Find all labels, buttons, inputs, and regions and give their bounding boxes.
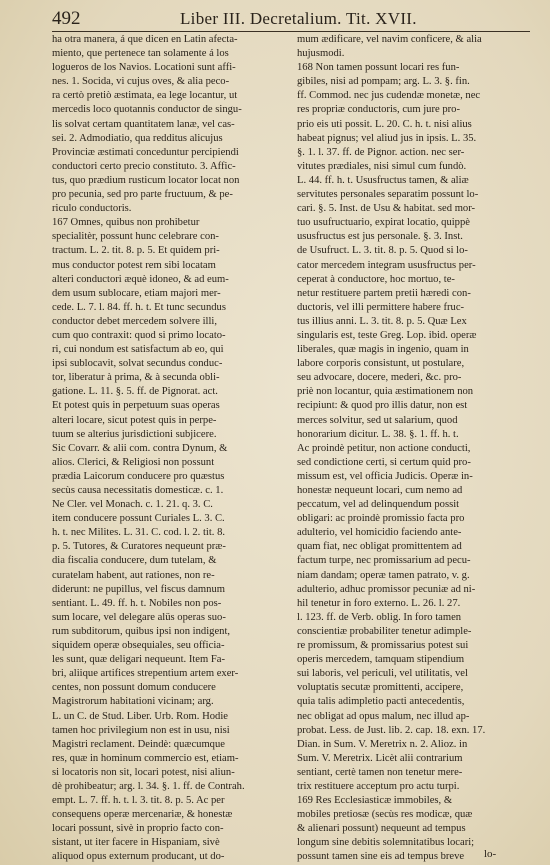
text-line: L. un C. de Stud. Liber. Urb. Rom. Hodie xyxy=(52,710,228,722)
text-line: logueros de los Navios. Locationi sunt affi- xyxy=(52,62,236,74)
text-line: sui laboris, vel periculi, vel utilitatis, vel xyxy=(297,668,468,680)
text-line: recipiunt: & quod pro illis datur, non est xyxy=(297,400,468,412)
text-line: tamen hoc privilegium non est in usu, nisi xyxy=(52,724,230,736)
text-line: honorarium dicitur. L. 38. §. 1. ff. h. t. xyxy=(297,428,459,440)
text-line: singularis est, teste Greg. Lop. ibid. operæ xyxy=(297,329,477,341)
text-line: L. 44. ff. h. t. Ususfructus tamen, & aliæ xyxy=(297,174,469,186)
text-line: vitutes prædiales, nisi simul cum fundò. xyxy=(297,160,467,172)
text-line: liberales, quæ magis in ingenio, quam in xyxy=(297,344,469,356)
text-line: ha otra manera, á que dicen en Latin afecta- xyxy=(52,34,238,45)
text-line: longum sine debitis solemnitatibus locari; xyxy=(297,837,475,849)
left-text-column xyxy=(52,33,286,865)
text-line: ductoris, vel illi permittere habere fruc- xyxy=(297,301,465,313)
text-line: cum quo contraxit: quod si primo locato- xyxy=(52,329,226,341)
text-line: p. 5. Tutores, & Curatores nequeunt præ- xyxy=(52,541,226,553)
text-line: & alienari possunt) nequeunt ad tempus xyxy=(297,823,466,835)
text-line: diderunt: ne pupillus, vel fiscus damnum xyxy=(52,583,226,595)
text-line: alteri conductori æquè idoneo, & ad eum- xyxy=(52,273,229,285)
text-line: tor, liberatur à prima, & à secunda obli- xyxy=(52,372,220,384)
text-line: dia fiscalia conducere, dum tutelam, & xyxy=(52,555,217,567)
text-line: gatione. L. 11. §. 5. ff. de Pignorat. act. xyxy=(52,386,218,398)
text-line: bri, aliique artifices strepentium artem exer- xyxy=(52,668,239,680)
text-line: conductor debet mercedem solvere illi, xyxy=(52,315,218,327)
text-line: cede. L. 7. l. 84. ff. h. t. Et tunc secundus xyxy=(52,301,226,313)
text-line: possunt tamen sine eis ad tempus breve xyxy=(297,851,465,863)
right-text-column xyxy=(297,33,531,865)
text-line: res, quæ in hominum commercio est, etiam- xyxy=(52,752,239,764)
text-line: priè non locantur, quia æstimationem non xyxy=(297,386,474,398)
text-line: ri, cui nondum est satisfactum ab eo, qui xyxy=(52,344,224,356)
text-line: mobiles pretiosæ (secùs res modicæ, quæ xyxy=(297,809,473,821)
text-line: consequens operæ mercenariæ, & honestæ xyxy=(52,809,233,821)
text-line: seu advocare, docere, mederi, &c. pro- xyxy=(297,372,462,384)
text-line: hujusmodi. xyxy=(297,48,345,60)
text-line: operis mercedem, tamquam stipendium xyxy=(297,654,465,666)
text-line: tuum se alterius jurisdictioni subjicere. xyxy=(52,428,217,440)
text-line: de Usufruct. L. 3. tit. 8. p. 5. Quod si lo- xyxy=(297,245,468,257)
text-line: lis solvat certam quantitatem lanæ, vel cas- xyxy=(52,118,235,130)
text-line: alteri locare, sicut potest quis in perpe- xyxy=(52,414,217,426)
text-line: tuo usufructuario, expirat locatio, quippè xyxy=(297,217,470,229)
text-line: servitutes personales separatim possunt lo- xyxy=(297,189,479,201)
text-line: empt. L. 7. ff. h. t. l. 3. tit. 8. p. 5. Ac per xyxy=(52,795,225,807)
text-line: 167 Omnes, quibus non prohibetur xyxy=(52,217,200,229)
text-line: voluptatis secutæ promittenti, accipere, xyxy=(297,682,464,694)
text-line: sei. 2. Admodiatio, qua redditus alicujus xyxy=(52,132,223,144)
text-line: obligari: ac proindè promissio facta pro xyxy=(297,513,465,525)
text-line: res propriæ conductoris, cum jure pro- xyxy=(297,104,460,116)
text-line: Sic Covarr. & alii com. contra Dynum, & xyxy=(52,442,228,454)
text-line: h. t. nec Milites. L. 31. C. cod. l. 2. tit. 8. xyxy=(52,527,226,539)
text-line: siquidem operæ obsequiales, seu officia- xyxy=(52,640,225,652)
text-line: probat. Less. de Just. lib. 2. cap. 18. exn. 17. xyxy=(297,724,486,736)
text-line: 168 Non tamen possunt locari res fun- xyxy=(297,62,460,74)
page-header xyxy=(52,8,530,32)
text-line: adulterio, vel homicidio faciendo ante- xyxy=(297,527,462,539)
text-line: factum turpe, nec promissarium ad pecu- xyxy=(297,555,471,567)
text-line: l. 123. ff. de Verb. oblig. In foro tamen xyxy=(297,611,462,623)
page-number: 492 xyxy=(52,8,81,29)
text-line: peccatum, vel ad delinquendum possit xyxy=(297,499,460,511)
text-line: Ac proindè petitur, non actione conducti, xyxy=(297,442,471,454)
text-line: tractum. L. 2. tit. 8. p. 5. Et quidem pri- xyxy=(52,245,220,257)
text-line: Et potest quis in perpetuum suas operas xyxy=(52,400,220,412)
text-line: ceperat à conductore, hoc mortuo, te- xyxy=(297,273,455,285)
text-line: adulterio, adhuc promissor pecuniæ ad ni- xyxy=(297,583,476,595)
text-line: Magistrorum habitationi vicinam; arg. xyxy=(52,696,214,708)
text-line: Provinciæ æstimati conceduntur percipiendi xyxy=(52,146,239,158)
text-line: cari. §. 5. Inst. de Usu & habitat. sed mor- xyxy=(297,203,476,215)
text-line: sistant, ut iter facere in Hispaniam, sivè xyxy=(52,837,220,849)
text-line: ususfructus est jus personale. §. 3. Inst. xyxy=(297,231,463,243)
text-line: miento, que pertenece tan solamente á los xyxy=(52,48,229,60)
text-line: mum ædificare, vel navim conficere, & alia xyxy=(297,34,482,45)
text-line: Dian. in Sum. V. Meretrix n. 2. Alioz. in xyxy=(297,738,468,750)
text-line: tus illius anni. L. 3. tit. 8. p. 5. Quæ Lex xyxy=(297,315,467,327)
text-line: centes, non possunt domum conducere xyxy=(52,682,216,694)
text-line: hil tenetur in foro externo. L. 26. l. 27. xyxy=(297,597,461,609)
text-line: labore corporis consistunt, ut postulare, xyxy=(297,358,465,370)
text-line: les sunt, quæ deligari nequeunt. Item Fa- xyxy=(52,654,225,666)
text-line: netur restituere partem pretii hæredi con- xyxy=(297,287,471,299)
text-line: trix restituere acceptum pro actu turpi. xyxy=(297,780,460,792)
text-line: habeat pignus; vel aliud jus in ipsis. L. 35. xyxy=(297,132,477,144)
text-line: specialitèr, possunt hunc celebrare con- xyxy=(52,231,219,243)
text-line: ipsi sublocavit, solvat secundus conduc- xyxy=(52,358,223,370)
text-line: Magistri reclament. Deindè: quæcumque xyxy=(52,738,225,750)
text-line: Sum. V. Meretrix. Licèt alii contrarium xyxy=(297,752,463,764)
text-line: alios. Clerici, & Religiosi non possunt xyxy=(52,456,215,468)
text-line: prædia Laicorum conducere pro quæstus xyxy=(52,470,225,482)
text-line: niam dandam; operæ tamen patrato, v. g. xyxy=(297,569,470,581)
text-line: §. 1. l. 37. ff. de Pignor. action. nec ser- xyxy=(297,146,465,158)
text-line: item conducere possunt Curiales L. 3. C. xyxy=(52,513,225,525)
text-line: si locatoris non sit, locari potest, nisi aliun- xyxy=(52,766,235,778)
text-line: merces solvitur, sed ut salarium, quod xyxy=(297,414,458,426)
text-line: dem usum sublocare, etiam majori mer- xyxy=(52,287,221,299)
text-line: re promissum, & promissarius potest sui xyxy=(297,640,469,652)
catchword: lo- xyxy=(484,848,497,860)
header-rule xyxy=(52,31,530,32)
text-line: dè prohibeatur; arg. l. 34. §. 1. ff. de Contrah. xyxy=(52,780,245,792)
text-line: nes. 1. Socida, vi cujus oves, & alia peco- xyxy=(52,76,230,88)
text-line: ra certò pretiò æstimata, ea lege locantur, ut xyxy=(52,90,238,102)
text-line: aliquod opus externum producant, ut do- xyxy=(52,851,225,863)
text-line: curatelam habent, aut rationes, non re- xyxy=(52,569,215,581)
text-line: sed condictione certi, si certum quid pro- xyxy=(297,456,471,468)
text-line: rum subditorum, quibus ipsi non indigent, xyxy=(52,625,231,637)
text-line: riculo conductoris. xyxy=(52,203,132,215)
text-line: sentiant, certè tamen non tenetur mere- xyxy=(297,766,463,778)
text-line: conductori certo precio constituto. 3. Affic- xyxy=(52,160,236,172)
text-line: mus conductor potest rem sibi locatam xyxy=(52,259,216,271)
text-line: nec obligat ad opus malum, nec illud ap- xyxy=(297,710,470,722)
text-line: sentiant. L. 49. ff. h. t. Nobiles non pos- xyxy=(52,597,222,609)
text-line: prio eis uti possit. L. 20. C. h. t. nisi alius xyxy=(297,118,472,130)
text-line: ff. Commod. nec jus cudendæ monetæ, nec xyxy=(297,90,481,102)
text-line: mercedis loco quotannis conductor de singu- xyxy=(52,104,242,116)
text-line: quia talis adimpletio pacti antecedentis, xyxy=(297,696,465,708)
text-line: conscientiæ probabiliter tenetur adimple- xyxy=(297,625,472,637)
running-head: Liber III. Decretalium. Tit. XVII. xyxy=(180,9,417,28)
text-line: 169 Res Ecclesiasticæ immobiles, & xyxy=(297,795,453,807)
text-line: Ne Cler. vel Monach. c. 1. 21. q. 3. C. xyxy=(52,499,213,511)
text-line: missum est, vel officia Judicis. Operæ in- xyxy=(297,470,473,482)
text-line: tus, quo prædium rusticum locator locat non xyxy=(52,174,240,186)
text-line: sum locare, vel delegare alüs operas suo- xyxy=(52,611,226,623)
text-line: pro pecunia, sed pro parte fructuum, & pe- xyxy=(52,189,233,201)
text-line: quam fiat, nec obligat promittentem ad xyxy=(297,541,462,553)
text-line: gibiles, nisi ad pompam; arg. L. 3. §. fin. xyxy=(297,76,470,88)
text-line: cator mercedem integram ususfructus per- xyxy=(297,259,476,271)
text-line: honestæ nequeunt locari, cum nemo ad xyxy=(297,485,463,496)
text-line: secùs causa necessitatis domesticæ. c. 1. xyxy=(52,485,224,496)
text-line: locari possunt, sivè in proprio facto con- xyxy=(52,823,224,835)
